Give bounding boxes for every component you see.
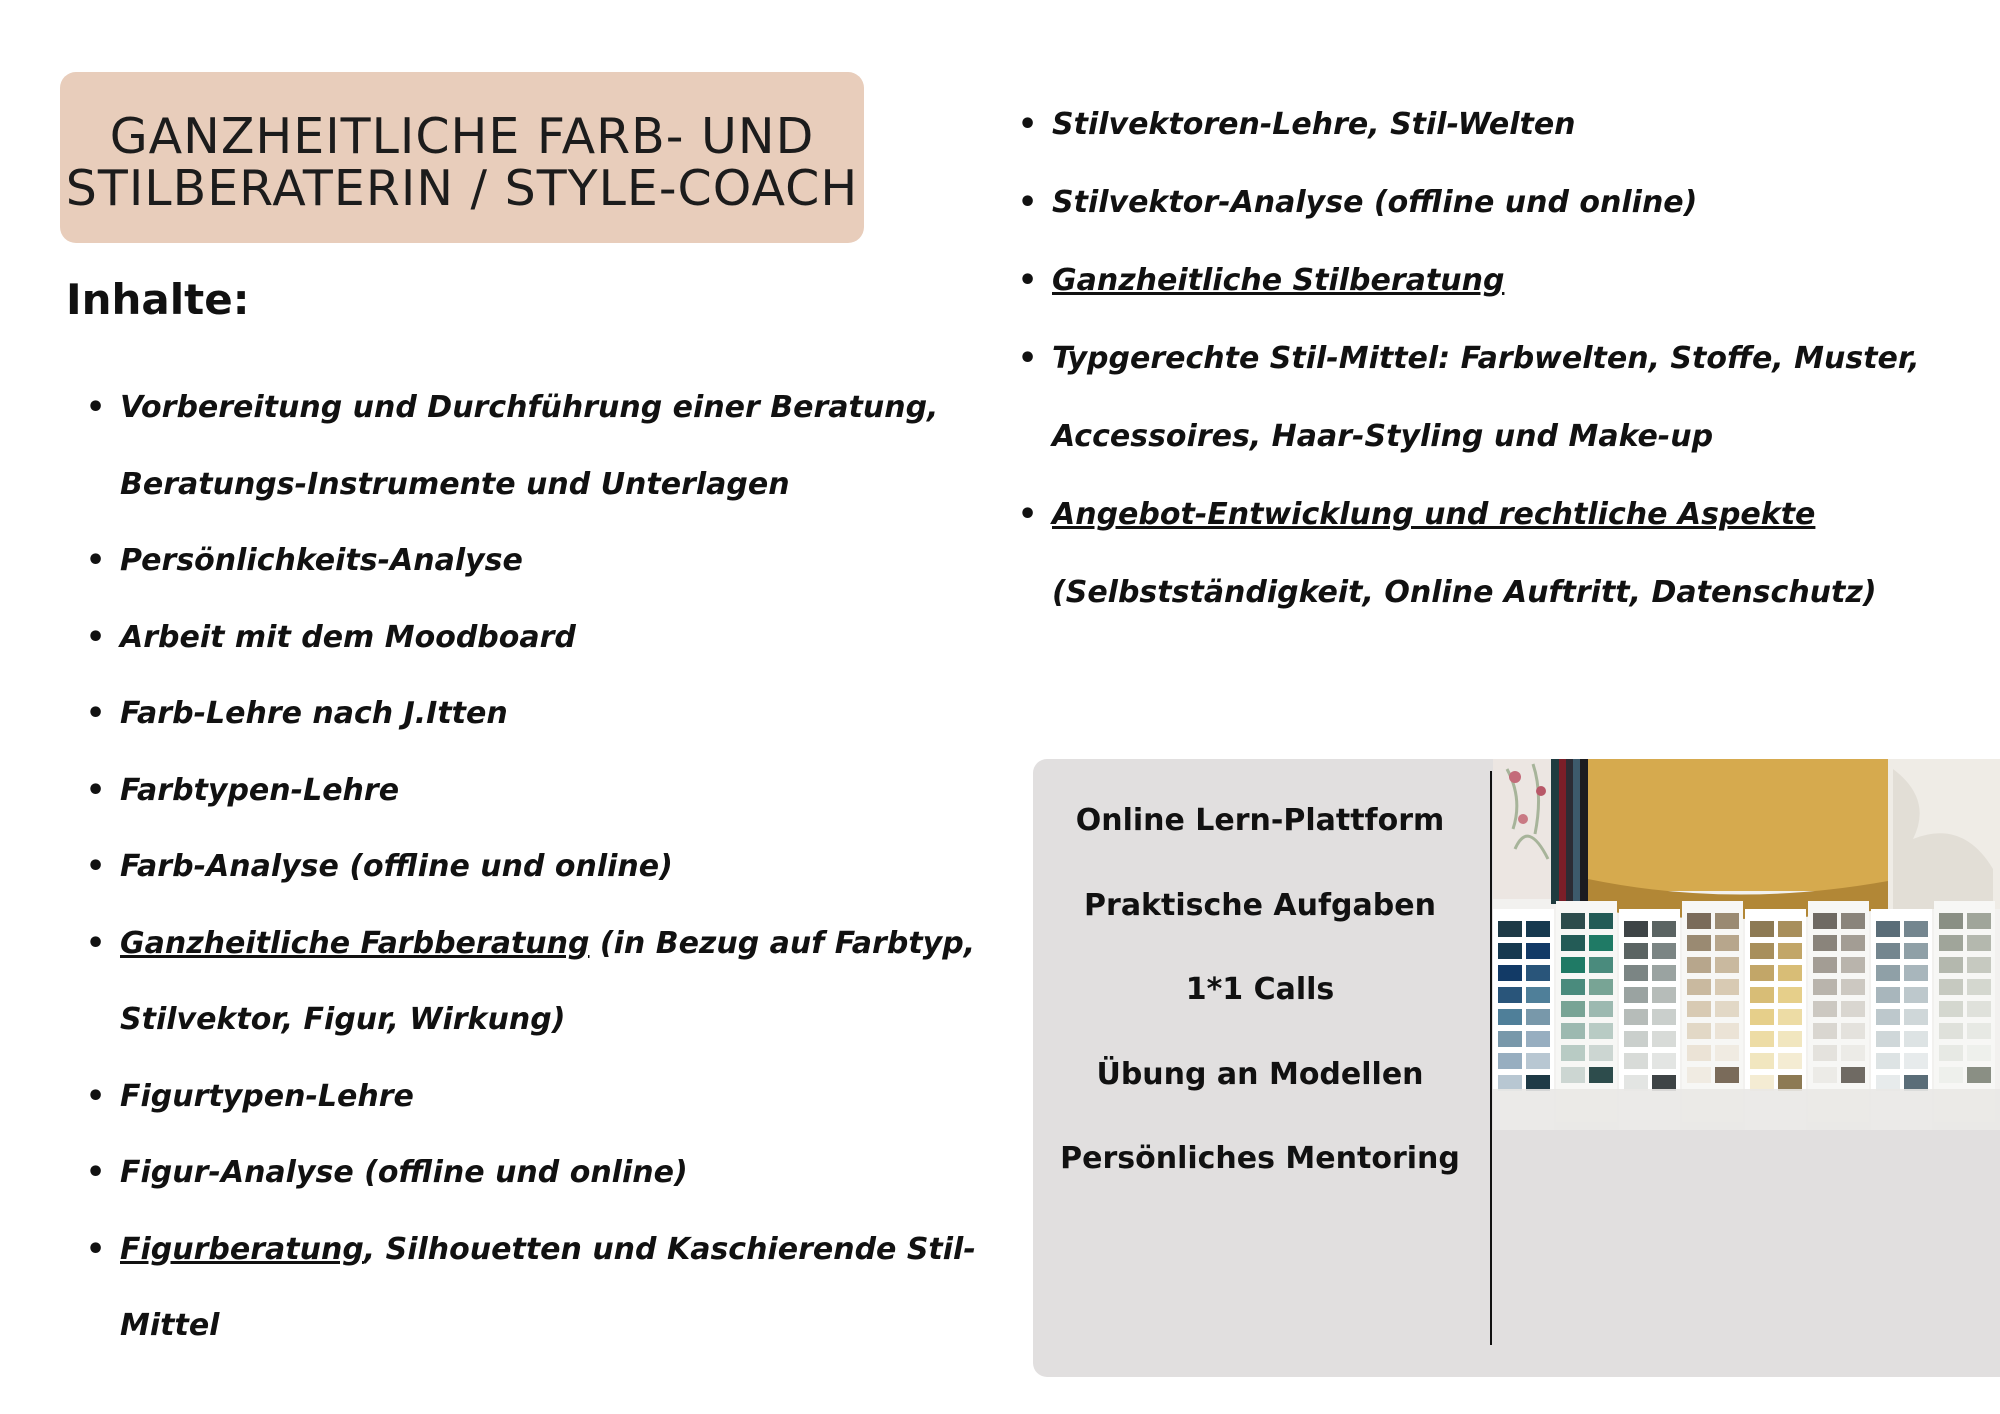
swatch-chip: [1561, 1067, 1585, 1083]
item-underlined: Ganzheitliche Farbberatung: [120, 925, 590, 961]
swatch-chip: [1715, 1045, 1739, 1061]
bullet-icon: •: [86, 1155, 106, 1190]
swatch-chip: [1624, 943, 1648, 959]
swatch-chip: [1687, 1023, 1711, 1039]
list-item: [84, 1135, 944, 1212]
swatch-chip: [1498, 1075, 1522, 1091]
swatch-chip: [1967, 913, 1991, 929]
bullet-icon: •: [86, 772, 106, 808]
swatch-chip: [1778, 965, 1802, 981]
swatch-chip: [1561, 957, 1585, 973]
swatch-chip: [1778, 1009, 1802, 1025]
swatch-chip: [1526, 921, 1550, 937]
list-item: [1016, 86, 1976, 164]
swatch-chip: [1750, 1075, 1774, 1091]
color-swatch-fan-icon: [1493, 759, 2000, 1130]
swatch-chip: [1967, 1023, 1991, 1039]
item-continuation: Accessoires, Haar-Styling und Make-up: [1052, 419, 1714, 454]
list-item: [84, 676, 944, 753]
swatch-chip: [1967, 1001, 1991, 1017]
swatch-chip: [1939, 1045, 1963, 1061]
bullet-icon: •: [86, 849, 106, 884]
swatch-chip: [1813, 979, 1837, 995]
swatch-chip: [1589, 957, 1613, 973]
bullet-icon: •: [1018, 107, 1038, 142]
item-text: Figurtypen-Lehre: [120, 1078, 414, 1114]
swatch-chip: [1715, 1023, 1739, 1039]
swatch-chip: [1652, 987, 1676, 1003]
section-heading: Inhalte:: [66, 275, 250, 324]
swatch-chip: [1904, 1031, 1928, 1047]
swatch-chip: [1939, 1023, 1963, 1039]
swatch-chip: [1778, 921, 1802, 937]
item-text: Stilvektor-Analyse (offline und online): [1052, 185, 1698, 220]
swatch-chip: [1652, 921, 1676, 937]
swatch-chip: [1904, 943, 1928, 959]
swatch-chip: [1526, 1009, 1550, 1025]
title-line-1: GANZHEITLICHE FARB- UND: [109, 107, 815, 165]
swatch-chip: [1876, 965, 1900, 981]
swatch-chip: [1561, 1001, 1585, 1017]
swatch-chip: [1687, 1045, 1711, 1061]
swatch-chip: [1876, 943, 1900, 959]
swatch-chip: [1750, 1031, 1774, 1047]
list-item: [84, 600, 944, 677]
swatch-chip: [1841, 1023, 1865, 1039]
item-continuation: Stilvektor, Figur, Wirkung): [120, 1002, 566, 1037]
swatch-chip: [1813, 957, 1837, 973]
item-continuation: (Selbstständigkeit, Online Auftritt, Datenschutz): [1052, 575, 1877, 610]
feature-item: 1*1 Calls: [1185, 972, 1335, 1007]
swatch-chip: [1939, 979, 1963, 995]
swatch-chip: [1967, 979, 1991, 995]
swatch-chip: [1561, 935, 1585, 951]
swatch-chip: [1750, 987, 1774, 1003]
swatch-chip: [1939, 957, 1963, 973]
swatch-chip: [1876, 1053, 1900, 1069]
swatch-chip: [1715, 935, 1739, 951]
swatch-chip: [1687, 913, 1711, 929]
swatch-chip: [1498, 921, 1522, 937]
item-underlined: Figurberatung: [120, 1231, 364, 1267]
swatch-chip: [1750, 1009, 1774, 1025]
list-item: [84, 906, 976, 1059]
swatch-chip: [1624, 1053, 1648, 1069]
swatch-chip: [1624, 987, 1648, 1003]
feature-item: Persönliches Mentoring: [1060, 1141, 1460, 1176]
swatch-chip: [1967, 1067, 1991, 1083]
swatch-chip: [1526, 965, 1550, 981]
swatch-chip: [1498, 943, 1522, 959]
bullet-icon: •: [86, 390, 106, 425]
swatch-chip: [1876, 1075, 1900, 1091]
swatch-chip: [1624, 921, 1648, 937]
swatch-chip: [1589, 1067, 1613, 1083]
swatch-chip: [1652, 1053, 1676, 1069]
item-text: Stilvektoren-Lehre, Stil-Welten: [1052, 107, 1576, 142]
swatch-chip: [1624, 1009, 1648, 1025]
swatch-chip: [1561, 1023, 1585, 1039]
swatch-chip: [1624, 1031, 1648, 1047]
swatch-chip: [1904, 1075, 1928, 1091]
swatch-chip: [1813, 935, 1837, 951]
swatch-chip: [1967, 957, 1991, 973]
swatch-chip: [1904, 1053, 1928, 1069]
item-text: Figur-Analyse (offline und online): [120, 1155, 688, 1190]
swatch-chip: [1687, 1067, 1711, 1083]
bullet-icon: •: [86, 925, 106, 961]
bullet-icon: •: [86, 696, 106, 731]
item-text: (in Bezug auf Farbtyp,: [589, 925, 976, 961]
swatch-chip: [1750, 943, 1774, 959]
swatch-chip: [1967, 1045, 1991, 1061]
list-item: [1016, 476, 1976, 632]
swatch-chip: [1589, 979, 1613, 995]
right-content-list: [1016, 86, 1976, 632]
swatch-chip: [1589, 1045, 1613, 1061]
swatch-chip: [1813, 1045, 1837, 1061]
swatch-chip: [1498, 987, 1522, 1003]
swatch-chip: [1652, 1031, 1676, 1047]
list-item: [84, 829, 944, 906]
bullet-icon: •: [86, 1078, 106, 1114]
title-banner: [60, 72, 864, 243]
swatch-chip: [1498, 1009, 1522, 1025]
swatch-chip: [1904, 921, 1928, 937]
item-text: Vorbereitung und Durchführung einer Beratung,: [120, 390, 939, 425]
swatch-chip: [1841, 979, 1865, 995]
item-underlined: Angebot-Entwicklung und rechtliche Aspekte: [1052, 497, 1816, 532]
swatch-chip: [1841, 1001, 1865, 1017]
swatch-chip: [1778, 1053, 1802, 1069]
swatch-chip: [1778, 1075, 1802, 1091]
swatch-chip: [1652, 1075, 1676, 1091]
list-item: [1016, 242, 1976, 320]
swatch-chip: [1526, 1031, 1550, 1047]
swatch-chip: [1589, 1001, 1613, 1017]
item-text: , Silhouetten und Kaschierende Stil-: [363, 1231, 976, 1267]
swatch-chip: [1841, 1045, 1865, 1061]
bullet-icon: •: [86, 543, 106, 578]
list-item: [84, 753, 944, 830]
swatch-chip: [1715, 1001, 1739, 1017]
swatch-chip: [1652, 943, 1676, 959]
swatch-chip: [1715, 1067, 1739, 1083]
bullet-icon: •: [1018, 341, 1038, 376]
swatch-chip: [1939, 913, 1963, 929]
swatch-chip: [1687, 935, 1711, 951]
swatch-chip: [1876, 1031, 1900, 1047]
swatch-chip: [1841, 1067, 1865, 1083]
list-item: [1016, 320, 1976, 476]
swatch-chip: [1687, 957, 1711, 973]
item-text: Farb-Analyse (offline und online): [120, 849, 673, 884]
swatch-chip: [1841, 957, 1865, 973]
swatch-chip: [1526, 943, 1550, 959]
list-item: [84, 1059, 944, 1136]
features-list: [1033, 779, 1487, 1202]
swatch-chip: [1687, 979, 1711, 995]
swatch-chip: [1589, 1023, 1613, 1039]
item-underlined: Ganzheitliche Stilberatung: [1052, 263, 1505, 298]
bullet-icon: •: [1018, 263, 1038, 298]
swatch-chip: [1813, 913, 1837, 929]
swatch-chip: [1750, 1053, 1774, 1069]
swatch-chip: [1876, 1009, 1900, 1025]
swatch-chip: [1750, 965, 1774, 981]
swatch-chip: [1498, 965, 1522, 981]
swatch-chip: [1750, 921, 1774, 937]
feature-item: Übung an Modellen: [1096, 1056, 1424, 1092]
swatch-chip: [1589, 935, 1613, 951]
swatch-chip: [1876, 987, 1900, 1003]
panel-divider: [1490, 771, 1492, 1345]
swatch-chip: [1841, 935, 1865, 951]
swatch-chip: [1498, 1031, 1522, 1047]
swatch-chip: [1589, 913, 1613, 929]
feature-item: Praktische Aufgaben: [1084, 887, 1436, 923]
swatch-chip: [1813, 1023, 1837, 1039]
swatch-chip: [1526, 1075, 1550, 1091]
title-line-2: STILBERATERIN / STYLE-COACH: [65, 159, 859, 217]
item-text: Farbtypen-Lehre: [120, 772, 400, 808]
list-item: [1016, 164, 1976, 242]
swatch-chip: [1652, 965, 1676, 981]
swatch-chip: [1498, 1053, 1522, 1069]
swatch-chip: [1687, 1001, 1711, 1017]
swatch-chip: [1904, 1009, 1928, 1025]
swatch-chip: [1778, 1031, 1802, 1047]
left-content-list: [84, 370, 976, 1365]
feature-item: Online Lern-Plattform: [1075, 803, 1445, 838]
item-text: Persönlichkeits-Analyse: [120, 543, 523, 578]
swatch-chip: [1939, 935, 1963, 951]
swatch-chip: [1652, 1009, 1676, 1025]
item-text: Typgerechte Stil-Mittel: Farbwelten, Stoffe, Muster,: [1052, 341, 1920, 376]
swatch-chip: [1876, 921, 1900, 937]
swatch-chip: [1715, 957, 1739, 973]
list-item: [84, 1212, 976, 1365]
swatch-chip: [1939, 1001, 1963, 1017]
swatch-chip: [1561, 913, 1585, 929]
swatch-chip: [1561, 979, 1585, 995]
item-text: Arbeit mit dem Moodboard: [120, 619, 576, 655]
color-swatch-image: [1493, 759, 2000, 1130]
swatch-chip: [1778, 987, 1802, 1003]
swatch-chip: [1526, 987, 1550, 1003]
swatch-chip: [1715, 979, 1739, 995]
item-continuation: Beratungs-Instrumente und Unterlagen: [120, 466, 790, 502]
bullet-icon: •: [86, 619, 106, 655]
bullet-icon: •: [1018, 497, 1038, 532]
swatch-chip: [1624, 965, 1648, 981]
swatch-chip: [1967, 935, 1991, 951]
swatch-chip: [1939, 1067, 1963, 1083]
swatch-chip: [1778, 943, 1802, 959]
swatch-chip: [1526, 1053, 1550, 1069]
bullet-icon: •: [86, 1231, 106, 1267]
list-item: [84, 370, 944, 523]
list-item: [84, 523, 944, 600]
features-panel: [1033, 759, 2000, 1377]
item-text: Farb-Lehre nach J.Itten: [120, 696, 508, 731]
swatch-chip: [1715, 913, 1739, 929]
swatch-chip: [1904, 965, 1928, 981]
bullet-icon: •: [1018, 185, 1038, 220]
swatch-chip: [1904, 987, 1928, 1003]
swatch-chip: [1813, 1067, 1837, 1083]
swatch-chip: [1624, 1075, 1648, 1091]
item-continuation: Mittel: [120, 1308, 220, 1343]
swatch-chip: [1841, 913, 1865, 929]
swatch-chip: [1561, 1045, 1585, 1061]
swatch-chip: [1813, 1001, 1837, 1017]
